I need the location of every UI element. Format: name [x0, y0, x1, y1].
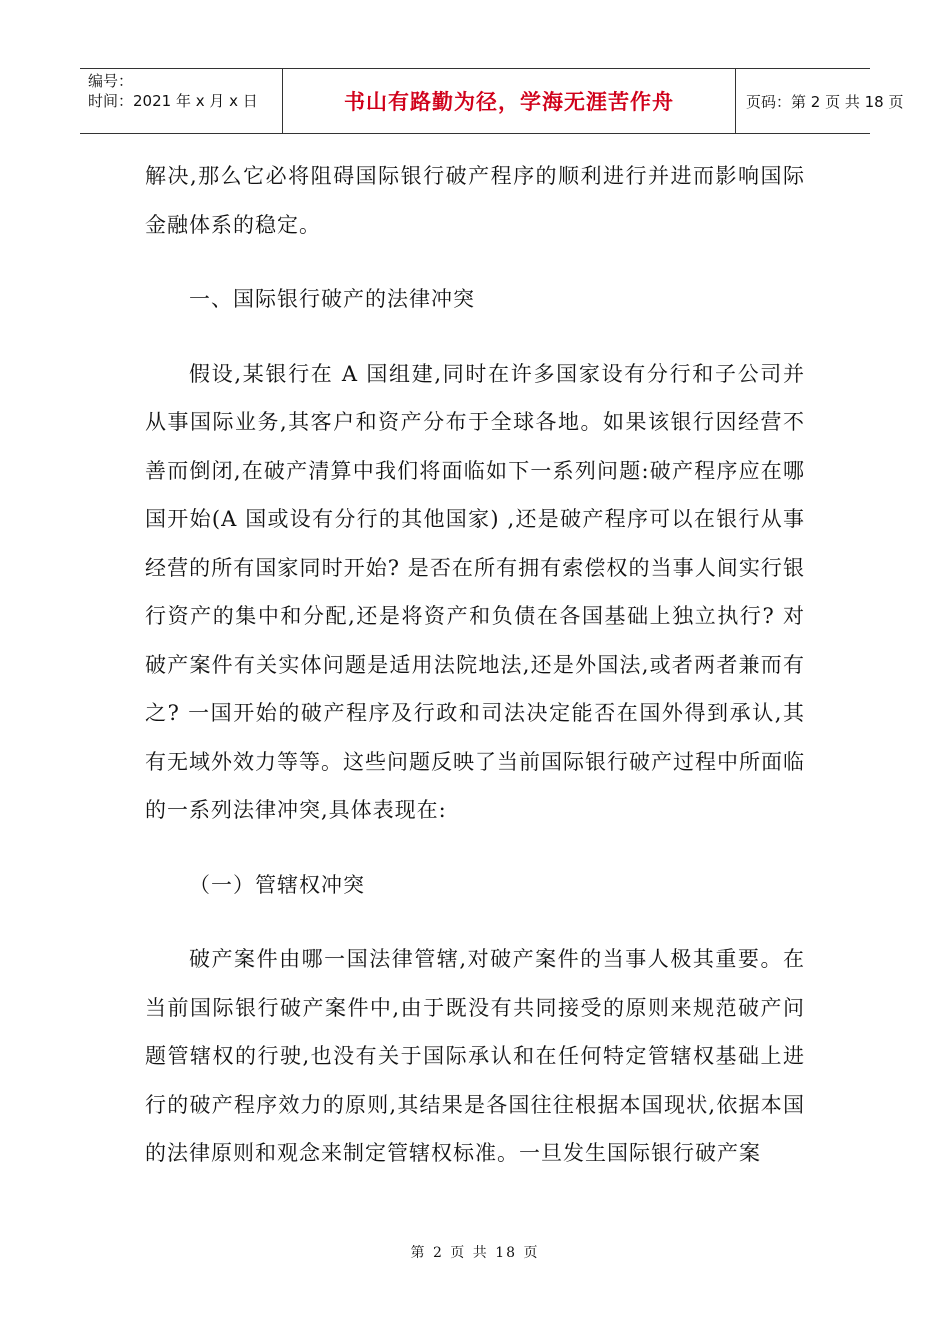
header-motto: 书山有路勤为径，学海无涯苦作舟	[283, 69, 736, 133]
page-header	[80, 68, 904, 134]
body-paragraph: 破产案件由哪一国法律管辖,对破产案件的当事人极其重要。在当前国际银行破产案件中,由于既没有共同接受的原则来规范破产问题管辖权的行驶,也没有关于国际承认和在任何特定管辖权基础上进行的破产程序效力的原则,其结果是各国往往根据本国现状,依据本国的法律原则和观念来制定管辖权标准。一旦发生国际银行破产案	[145, 947, 805, 1165]
header-meta	[80, 69, 283, 133]
body-paragraph: 解决,那么它必将阻碍国际银行破产程序的顺利进行并进而影响国际金融体系的稳定。	[145, 164, 805, 237]
subsection-heading: （一）管辖权冲突	[189, 872, 365, 897]
document-date-label: 时间：2021 年 x 月 x 日	[88, 92, 258, 110]
section-heading: 一、国际银行破产的法律冲突	[189, 287, 475, 311]
header-page-info: 页码：第 2 页 共 18 页	[746, 92, 904, 111]
body-paragraph: 假设,某银行在 A 国组建,同时在许多国家设有分行和子公司并从事国际业务,其客户和资产分布于全球各地。如果该银行因经营不善而倒闭,在破产清算中我们将面临如下一系列问题:破产程序应在哪国开始(A 国或设有分行的其他国家) ,还是破产程序可以在银行从事经营的所有国家同时开始? 是否在所有拥有索偿权的当事人间实行银行资产的集中和分配,还是将资产和负债在各国基础上独立执行? 对破产案件有关实体问题是适用法院地法,还是外国法,或者两者兼而有之? 一国开始的破产程序及行政和司法决定能否在国外得到承认,其有无域外效力等等。这些问题反映了当前国际银行破产过程中所面临的一系列法律冲突,具体表现在:	[145, 361, 805, 822]
page-footer: 第 2 页 共 18 页	[410, 1245, 540, 1261]
document-number-label: 编号：	[88, 72, 134, 90]
document-body	[145, 152, 805, 1178]
